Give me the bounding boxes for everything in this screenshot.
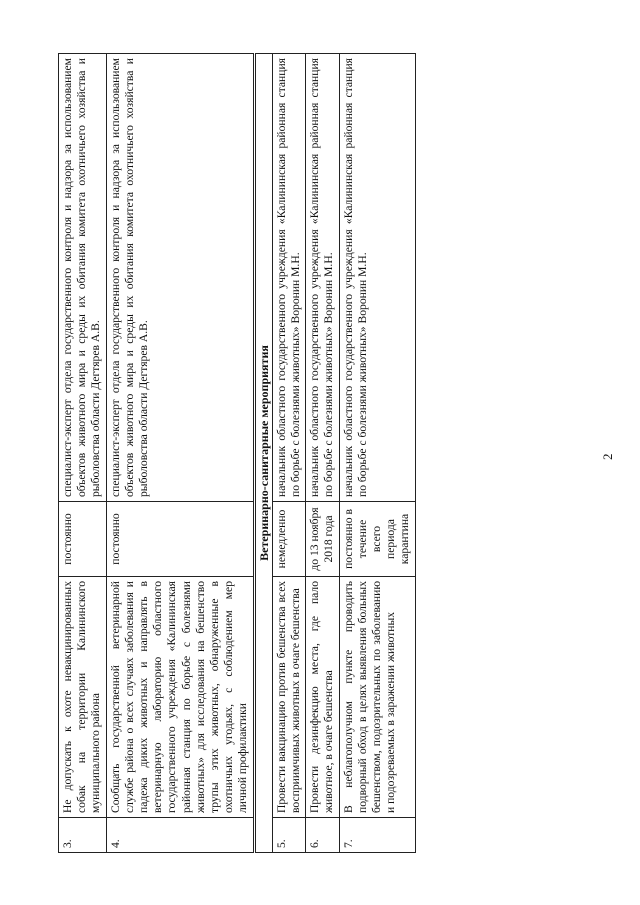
responsible-cell: начальник областного государственного учреждения «Калининская районная станция по борьбе с болезнями животных» Воронин М.Н. [272, 54, 305, 502]
term-cell: немедленно [272, 502, 305, 577]
action-cell: Сообщать государственной ветеринарной службе района о всех случаях заболевания и падежа диких животных и направлять в ветеринарную лабораторию областного государственного учреждения «Калининская районная станция по борьбе с болезнями животных» для исследования на бешенство трупы этих животных, обнаруженные в охотничьих угодьях, с соблюдением мер личной профилактики [106, 577, 254, 818]
term-cell: до 13 ноября 2018 года [306, 502, 339, 577]
action-cell: Не допускать к охоте невакцинированных собак на территории Калининского муниципального района [59, 577, 107, 818]
responsible-cell: начальник областного государственного учреждения «Калининская районная станция по борьбе с болезнями животных» Воронин М.Н. [339, 54, 415, 502]
responsible-cell: начальник областного государственного учреждения «Калининская районная станция по борьбе с болезнями животных» Воронин М.Н. [306, 54, 339, 502]
row-number: 5. [272, 818, 305, 853]
table-row [59, 54, 107, 853]
action-cell: Провести вакцинацию против бешенства всех восприимчивых животных в очаге бешенства [272, 577, 305, 818]
row-number: 3. [59, 818, 107, 853]
responsible-cell: специалист-эксперт отдела государственного контроля и надзора за использованием объектов животного мира и среды их обитания комитета охотничьего хозяйства и рыболовства области Дегтярев А.В. [106, 54, 254, 502]
term-cell: постоянно [59, 502, 107, 577]
measures-table [58, 53, 416, 853]
term-cell: постоянно в течение всего периода карантина [339, 502, 415, 577]
table-row [106, 54, 254, 853]
page-number: 2 [600, 453, 615, 460]
row-number: 7. [339, 818, 415, 853]
table-row [306, 54, 339, 853]
row-number: 4. [106, 818, 254, 853]
action-cell: В неблагополучном пункте проводить подворный обход в целях выявления больных бешенством, подозрительных по заболеванию и подозреваемых в заражении животных [339, 577, 415, 818]
table-row [339, 54, 415, 853]
responsible-cell: специалист-эксперт отдела государственного контроля и надзора за использованием объектов животного мира и среды их обитания комитета охотничьего хозяйства и рыболовства области Дегтярев А.В. [59, 54, 107, 502]
section-title: Ветеринарно-санитарные мероприятия [254, 54, 272, 853]
action-cell: Провести дезинфекцию места, где пало животное, в очаге бешенства [306, 577, 339, 818]
table-row [272, 54, 305, 853]
term-cell: постоянно [106, 502, 254, 577]
row-number: 6. [306, 818, 339, 853]
section-header-row [254, 54, 272, 853]
